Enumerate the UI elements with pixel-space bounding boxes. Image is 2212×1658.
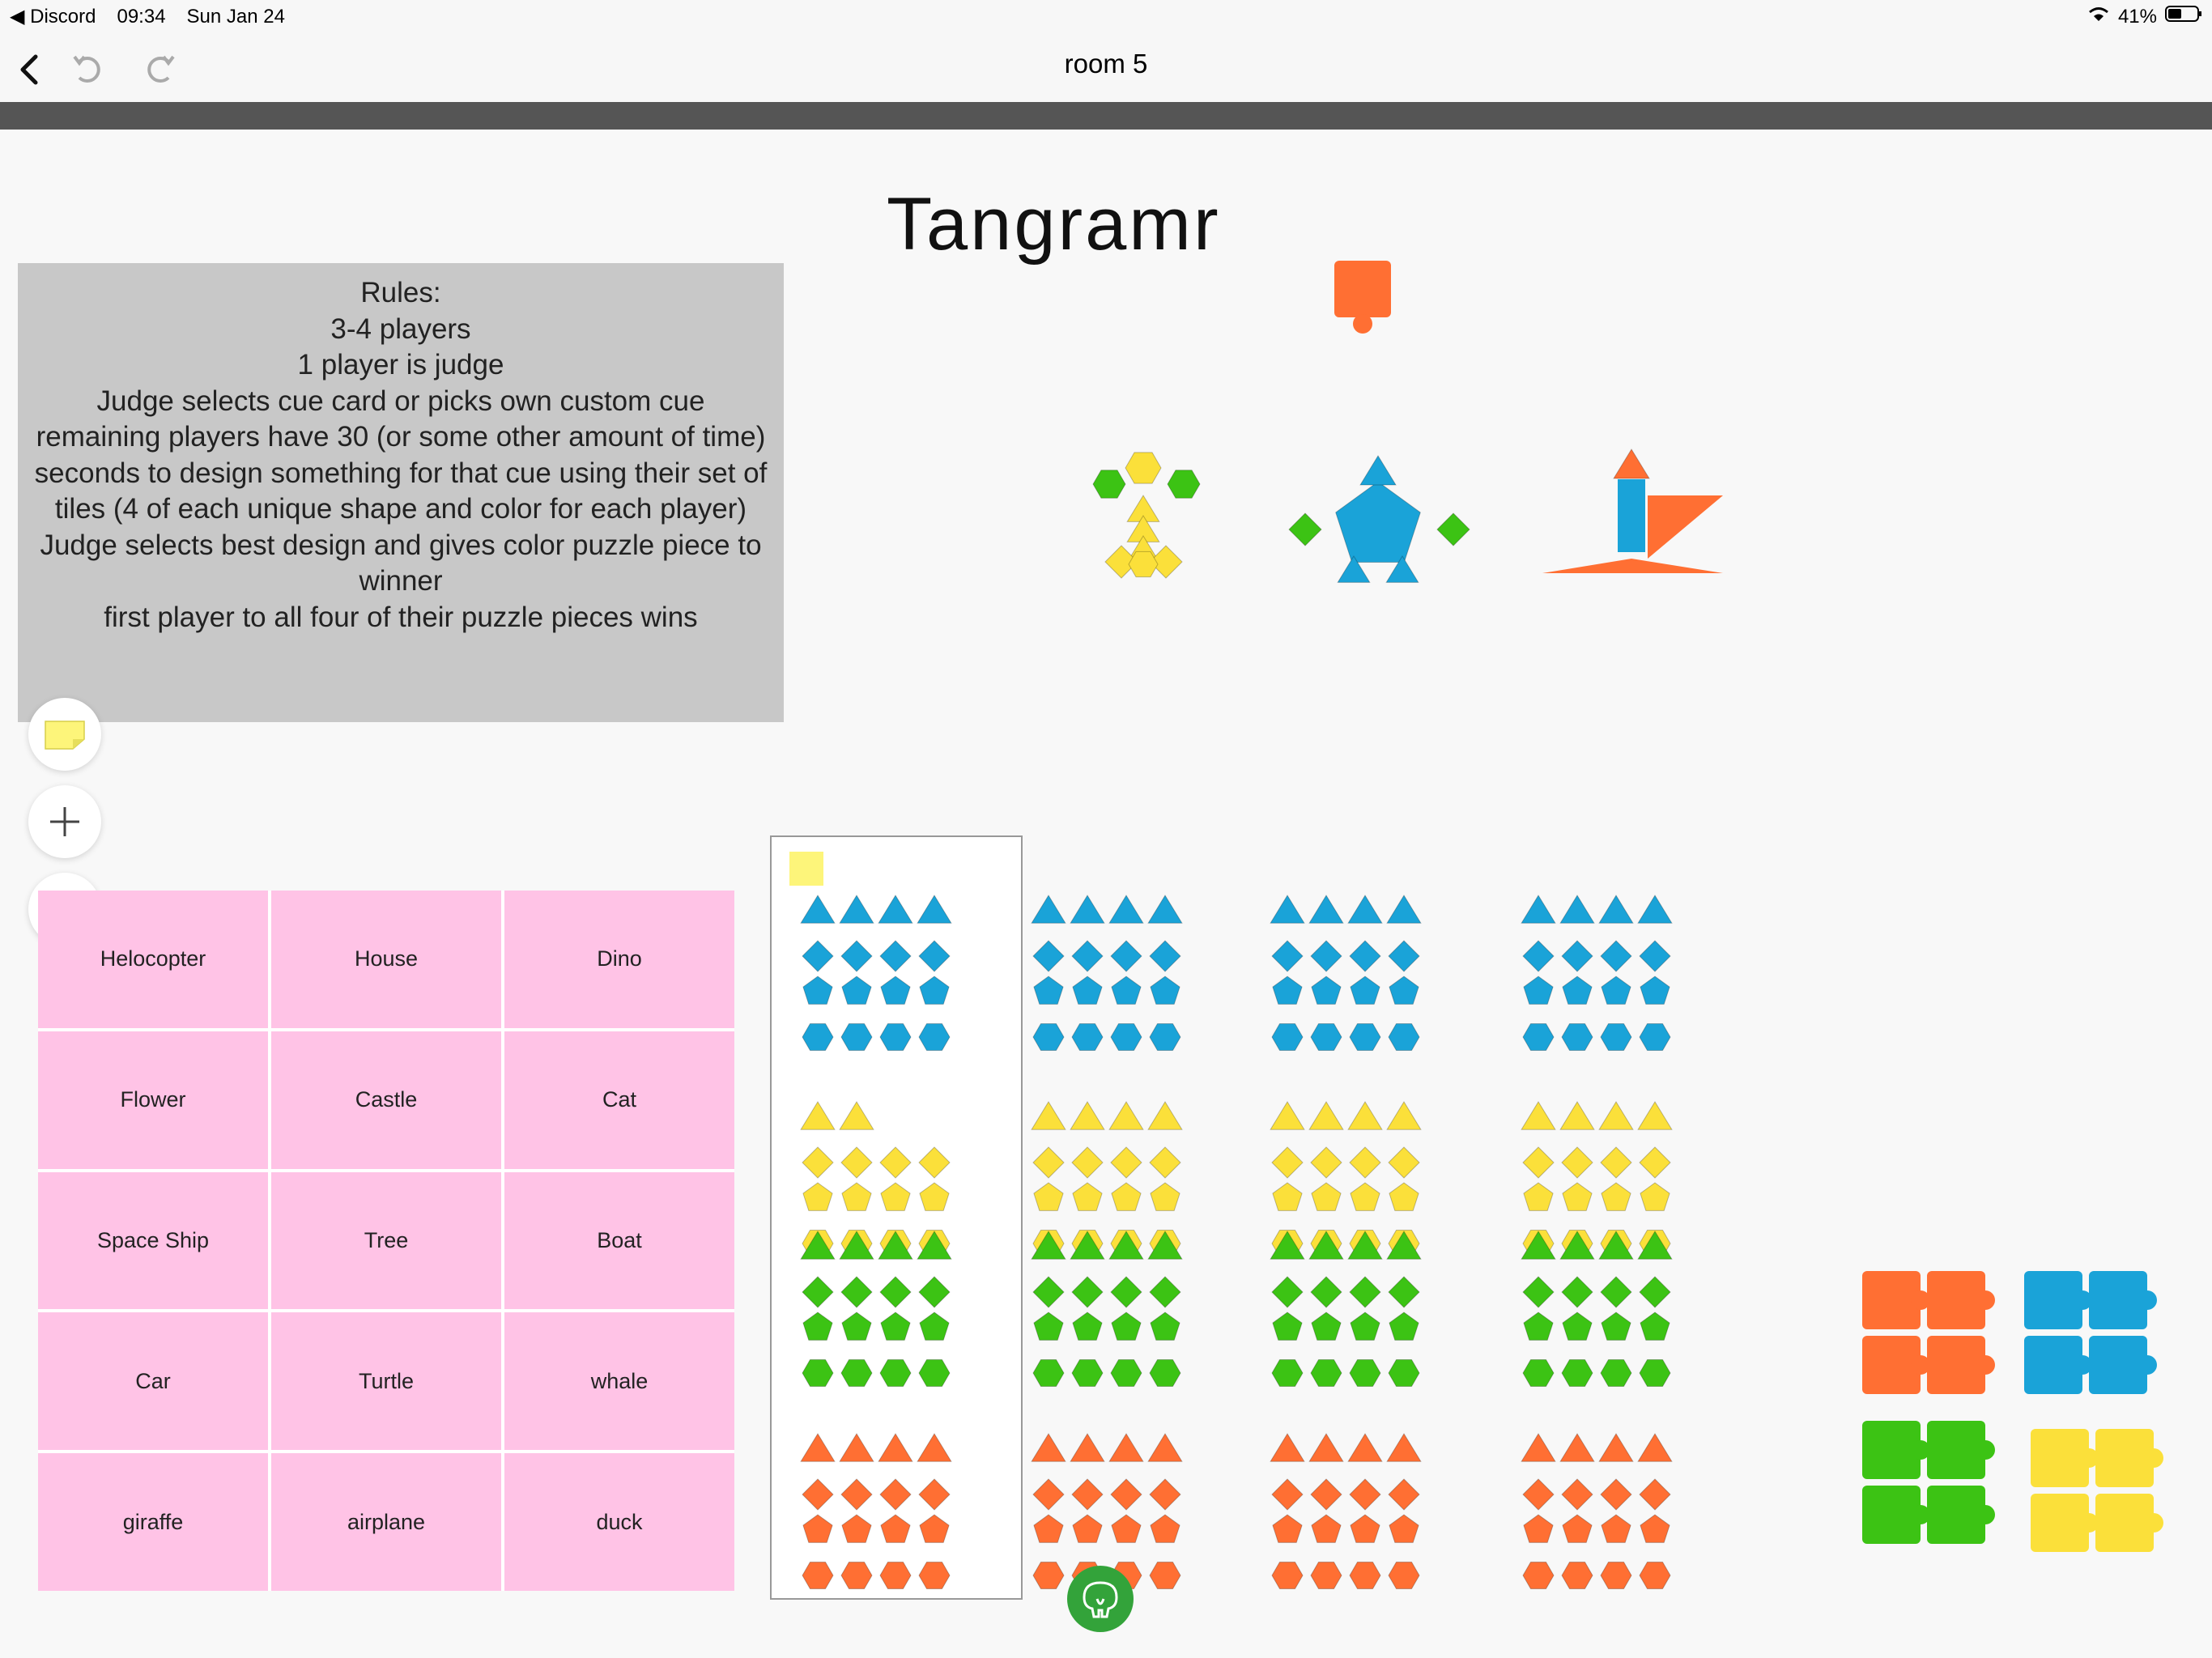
tile-tri [1560, 1102, 1594, 1129]
tile-tri [840, 1102, 874, 1129]
status-date: Sun Jan 24 [186, 5, 285, 28]
tile-dia [802, 1147, 833, 1178]
tile-pent [1524, 1312, 1553, 1340]
tile-pent [1640, 1515, 1670, 1542]
tile-dia [1311, 1277, 1342, 1307]
tile-hex [1350, 1562, 1380, 1589]
tile-tri [1109, 895, 1143, 923]
tile-dia [1072, 941, 1103, 971]
tile-pent [803, 1183, 832, 1210]
tile-rect [1618, 479, 1645, 552]
tile-pent [1351, 1515, 1380, 1542]
tile-hex [802, 1024, 833, 1051]
tile-hex [1640, 1562, 1670, 1589]
tile-hex [1562, 1024, 1593, 1051]
tile-dia [1150, 1147, 1180, 1178]
tile-tri [801, 1102, 835, 1129]
back-to-app[interactable]: ◀ Discord [10, 6, 96, 28]
board-title: room 5 [1064, 49, 1148, 79]
tile-dia [1111, 1147, 1142, 1178]
cue-card[interactable]: duck [504, 1453, 734, 1591]
tile-dia [1111, 1479, 1142, 1510]
tile-hex [1072, 1024, 1103, 1051]
tile-tri [1348, 1102, 1382, 1129]
tile-pent [1112, 1515, 1141, 1542]
cue-card[interactable]: House [271, 891, 501, 1028]
tile-pent [1640, 976, 1670, 1004]
rules-line: Rules: [360, 277, 441, 308]
tile-dia [1640, 1479, 1670, 1510]
tile-pent [881, 1312, 910, 1340]
tile-dia [1350, 1277, 1380, 1307]
tile-pent [842, 1515, 871, 1542]
tile-pent [1112, 1183, 1141, 1210]
rules-line: seconds to design something for that cue using their set of tiles (4 of each unique shape and color for each player) [34, 457, 768, 525]
tile-pent [1351, 1183, 1380, 1210]
battery-percent: 41% [2117, 5, 2157, 28]
tile-tri [1148, 1102, 1182, 1129]
tile-hex [1272, 1360, 1303, 1387]
tile-dia [919, 1479, 950, 1510]
tile-dia [1272, 1147, 1303, 1178]
tile-hex [919, 1360, 950, 1387]
cue-card[interactable]: airplane [271, 1453, 501, 1591]
tile-tri [1070, 895, 1104, 923]
tile-hex [1150, 1024, 1180, 1051]
tile-pent [1312, 1183, 1341, 1210]
tile-pent [1602, 1515, 1631, 1542]
tile-pent [1524, 976, 1553, 1004]
rules-line: first player to all four of their puzzle pieces wins [104, 601, 698, 633]
tile-dia [1272, 941, 1303, 971]
tile-pent [1151, 976, 1180, 1004]
tile-dia [802, 1277, 833, 1307]
tile-dia [1033, 1479, 1064, 1510]
tile-pent [1073, 1183, 1102, 1210]
tile-tri [1599, 1102, 1633, 1129]
tile-pent [1112, 1312, 1141, 1340]
tile-dia [1072, 1147, 1103, 1178]
tile-pent [1389, 1183, 1419, 1210]
tile-dia [919, 1277, 950, 1307]
tile-pent [803, 1312, 832, 1340]
tile-pent [1312, 1312, 1341, 1340]
tile-tri [1032, 1434, 1066, 1461]
tile-tri [1032, 895, 1066, 923]
tile-pent [842, 976, 871, 1004]
tile-hex [919, 1562, 950, 1589]
tile-tri [1070, 1102, 1104, 1129]
tile-hex [802, 1562, 833, 1589]
tile-hex [880, 1360, 911, 1387]
puzzle-piece [1862, 1271, 1995, 1394]
tile-tri [840, 1434, 874, 1461]
rules-line: Judge selects cue card or picks own custom cue [96, 385, 705, 417]
tile-dia [1640, 1277, 1670, 1307]
tile-dia [841, 1147, 872, 1178]
tile-pent [1273, 976, 1302, 1004]
tile-dia [1311, 941, 1342, 971]
tile-pent [1034, 976, 1063, 1004]
tile-hex [919, 1024, 950, 1051]
tile-dia [1523, 941, 1554, 971]
tile-dia [1562, 1147, 1593, 1178]
tile-tri [1638, 895, 1672, 923]
tile-dia [841, 941, 872, 971]
tile-tri [878, 1434, 912, 1461]
tile-tri [1387, 895, 1421, 923]
tile-hex [1072, 1360, 1103, 1387]
cue-card[interactable]: Cat [504, 1031, 734, 1169]
app-logo[interactable] [1067, 1566, 1134, 1632]
puzzle-piece [2024, 1271, 2157, 1394]
tile-tri [1309, 1102, 1343, 1129]
tile-pent [1524, 1183, 1553, 1210]
rules-line: Judge selects best design and gives color puzzle piece to winner [40, 529, 762, 597]
rules-line: remaining players have 30 (or some other amount of time) [36, 421, 766, 453]
tile-pent [881, 1515, 910, 1542]
cue-card[interactable]: Turtle [271, 1312, 501, 1450]
cue-card[interactable]: Helocopter [38, 891, 268, 1028]
cue-card[interactable]: Car [38, 1312, 268, 1450]
tile-hex [1093, 470, 1125, 499]
tile-dia [841, 1277, 872, 1307]
tile-tri [917, 895, 951, 923]
tile-hex [1033, 1562, 1064, 1589]
tile-dia [1350, 1479, 1380, 1510]
tile-pent [1563, 1183, 1592, 1210]
tile-dia [802, 941, 833, 971]
tile-pent [1602, 1312, 1631, 1340]
tile-dia [1601, 1147, 1631, 1178]
tile-tri [801, 895, 835, 923]
rules-line: 1 player is judge [297, 349, 504, 380]
tile-pent [920, 1312, 949, 1340]
tile-tri [801, 1434, 835, 1461]
cue-card[interactable]: Dino [504, 891, 734, 1028]
tile-tri [1521, 895, 1555, 923]
puzzle-piece [1334, 261, 1391, 317]
tile-tri [878, 895, 912, 923]
tile-dia [1150, 941, 1180, 971]
tile-hex [1168, 470, 1200, 499]
tile-hex [1389, 1562, 1419, 1589]
tile-dia [1562, 1277, 1593, 1307]
tile-dia [1437, 513, 1470, 546]
tile-hex [1523, 1360, 1554, 1387]
tile-hex [1033, 1024, 1064, 1051]
tile-tri [1070, 1434, 1104, 1461]
tile-pent [1073, 1515, 1102, 1542]
tile-hex [1562, 1562, 1593, 1589]
tile-pent [1034, 1183, 1063, 1210]
tile-hex [1150, 1360, 1180, 1387]
elephant-icon [1076, 1575, 1125, 1623]
tile-tri [1360, 456, 1396, 485]
tile-pent [881, 1183, 910, 1210]
tile-pent [1389, 1312, 1419, 1340]
tile-hex [1150, 1562, 1180, 1589]
tile-pent [920, 976, 949, 1004]
tile-dia [1640, 1147, 1670, 1178]
tile-tri [1148, 895, 1182, 923]
tile-hex [1640, 1024, 1670, 1051]
tile-dia [1640, 941, 1670, 971]
tile-pent [803, 976, 832, 1004]
tile-pent [1563, 1515, 1592, 1542]
tile-dia [1601, 941, 1631, 971]
tile-pent [1336, 482, 1421, 563]
tile-hex [1311, 1024, 1342, 1051]
tile-tri [1521, 1434, 1555, 1461]
tile-dia [880, 1147, 911, 1178]
tile-pent [1112, 976, 1141, 1004]
tile-hex [1111, 1360, 1142, 1387]
tile-tri [1109, 1102, 1143, 1129]
tile-hex [880, 1024, 911, 1051]
tile-pent [920, 1515, 949, 1542]
tile-tri [1614, 449, 1649, 478]
tile-dia [1111, 1277, 1142, 1307]
tile-pent [1351, 976, 1380, 1004]
tile-tri [1348, 1434, 1382, 1461]
tile-hex [1640, 1360, 1670, 1387]
tile-pent [1640, 1183, 1670, 1210]
tile-tri [1521, 1102, 1555, 1129]
tile-tri [840, 895, 874, 923]
tile-pent [1151, 1312, 1180, 1340]
tile-hex [841, 1360, 872, 1387]
cue-card[interactable]: Flower [38, 1031, 268, 1169]
tile-dia [919, 1147, 950, 1178]
cue-card[interactable]: Tree [271, 1172, 501, 1310]
tile-pent [1151, 1183, 1180, 1210]
tile-hex [1601, 1562, 1631, 1589]
tile-pent [1602, 1183, 1631, 1210]
tile-tri [1270, 1102, 1304, 1129]
tile-pent [1151, 1515, 1180, 1542]
tile-hex [1523, 1562, 1554, 1589]
cue-card[interactable]: whale [504, 1312, 734, 1450]
tile-dia [1033, 941, 1064, 971]
tile-pent [1034, 1515, 1063, 1542]
tile-hex [1125, 453, 1161, 483]
tile-pent [1563, 1312, 1592, 1340]
tile-tri [1109, 1434, 1143, 1461]
puzzle-piece [1862, 1421, 1995, 1544]
tile-dia [802, 1479, 833, 1510]
tile-base [1542, 559, 1723, 573]
tile-pent [1351, 1312, 1380, 1340]
tile-hex [880, 1562, 911, 1589]
tile-sail [1648, 495, 1723, 559]
tile-dia [1523, 1277, 1554, 1307]
tile-hex [841, 1562, 872, 1589]
tile-pent [1563, 976, 1592, 1004]
tile-dia [1601, 1479, 1631, 1510]
tile-hex [1350, 1360, 1380, 1387]
puzzle-piece [2031, 1429, 2163, 1552]
tile-tri [1270, 1434, 1304, 1461]
tile-hex [1350, 1024, 1380, 1051]
tile-dia [1311, 1479, 1342, 1510]
tile-pent [842, 1183, 871, 1210]
tile-pent [920, 1183, 949, 1210]
tile-dia [1150, 1479, 1180, 1510]
tile-hex [1272, 1562, 1303, 1589]
tile-dia [880, 1277, 911, 1307]
tile-pent [1312, 976, 1341, 1004]
tile-pent [1034, 1312, 1063, 1340]
tile-tri [1560, 1434, 1594, 1461]
tile-pent [1073, 1312, 1102, 1340]
tile-tri [1348, 895, 1382, 923]
tile-tri [1560, 895, 1594, 923]
tile-dia [919, 941, 950, 971]
tile-dia [880, 941, 911, 971]
tile-tri [1309, 895, 1343, 923]
tile-hex [1601, 1360, 1631, 1387]
tile-dia [1389, 1479, 1419, 1510]
tile-dia [1389, 941, 1419, 971]
cue-card[interactable]: Boat [504, 1172, 734, 1310]
tile-dia [1111, 941, 1142, 971]
tile-pent [1273, 1183, 1302, 1210]
tile-pent [1273, 1312, 1302, 1340]
tile-dia [1523, 1479, 1554, 1510]
cue-card[interactable]: Space Ship [38, 1172, 268, 1310]
tile-dia [1033, 1147, 1064, 1178]
tile-pent [1073, 976, 1102, 1004]
tile-dia [1562, 941, 1593, 971]
tile-pent [1640, 1312, 1670, 1340]
cue-card[interactable]: giraffe [38, 1453, 268, 1591]
rules-line: 3-4 players [330, 312, 471, 345]
tile-dia [1272, 1277, 1303, 1307]
tile-hex [1311, 1562, 1342, 1589]
tile-tri [1270, 895, 1304, 923]
tile-pent [803, 1515, 832, 1542]
tile-dia [1072, 1479, 1103, 1510]
tile-hex [1389, 1360, 1419, 1387]
tile-tri [917, 1434, 951, 1461]
tile-dia [1350, 1147, 1380, 1178]
tile-tri [1387, 1102, 1421, 1129]
tile-dia [1389, 1147, 1419, 1178]
tile-dia [1272, 1479, 1303, 1510]
tile-dia [880, 1479, 911, 1510]
tile-pent [1312, 1515, 1341, 1542]
tile-tri [1387, 1434, 1421, 1461]
tile-dia [1601, 1277, 1631, 1307]
tile-tri [1309, 1434, 1343, 1461]
tile-dia [1311, 1147, 1342, 1178]
tile-tri [1638, 1102, 1672, 1129]
tile-dia [1389, 1277, 1419, 1307]
tile-hex [1562, 1360, 1593, 1387]
tile-tri [1638, 1434, 1672, 1461]
status-time: 09:34 [117, 5, 166, 28]
tile-hex [1389, 1024, 1419, 1051]
tile-dia [1150, 1277, 1180, 1307]
tile-hex [1272, 1024, 1303, 1051]
tile-pent [1602, 976, 1631, 1004]
tile-pent [842, 1312, 871, 1340]
tile-tri [1599, 1434, 1633, 1461]
tile-hex [1033, 1360, 1064, 1387]
tile-hex [1311, 1360, 1342, 1387]
tile-pent [1389, 976, 1419, 1004]
cue-card[interactable]: Castle [271, 1031, 501, 1169]
tile-dia [1350, 941, 1380, 971]
tile-dia [1033, 1277, 1064, 1307]
tile-pent [1273, 1515, 1302, 1542]
tile-dia [1562, 1479, 1593, 1510]
tile-pent [881, 976, 910, 1004]
tile-tri [1148, 1434, 1182, 1461]
tile-dia [841, 1479, 872, 1510]
tile-hex [802, 1360, 833, 1387]
tile-tri [1599, 895, 1633, 923]
tile-hex [1523, 1024, 1554, 1051]
tile-tri [1032, 1102, 1066, 1129]
tile-dia [1289, 513, 1321, 546]
tile-pent [1389, 1515, 1419, 1542]
tile-dia [1072, 1277, 1103, 1307]
tile-hex [1601, 1024, 1631, 1051]
tile-hex [841, 1024, 872, 1051]
tile-hex [1111, 1024, 1142, 1051]
tile-pent [1524, 1515, 1553, 1542]
tile-dia [1523, 1147, 1554, 1178]
canvas-title[interactable]: Tangramr [887, 183, 1221, 266]
